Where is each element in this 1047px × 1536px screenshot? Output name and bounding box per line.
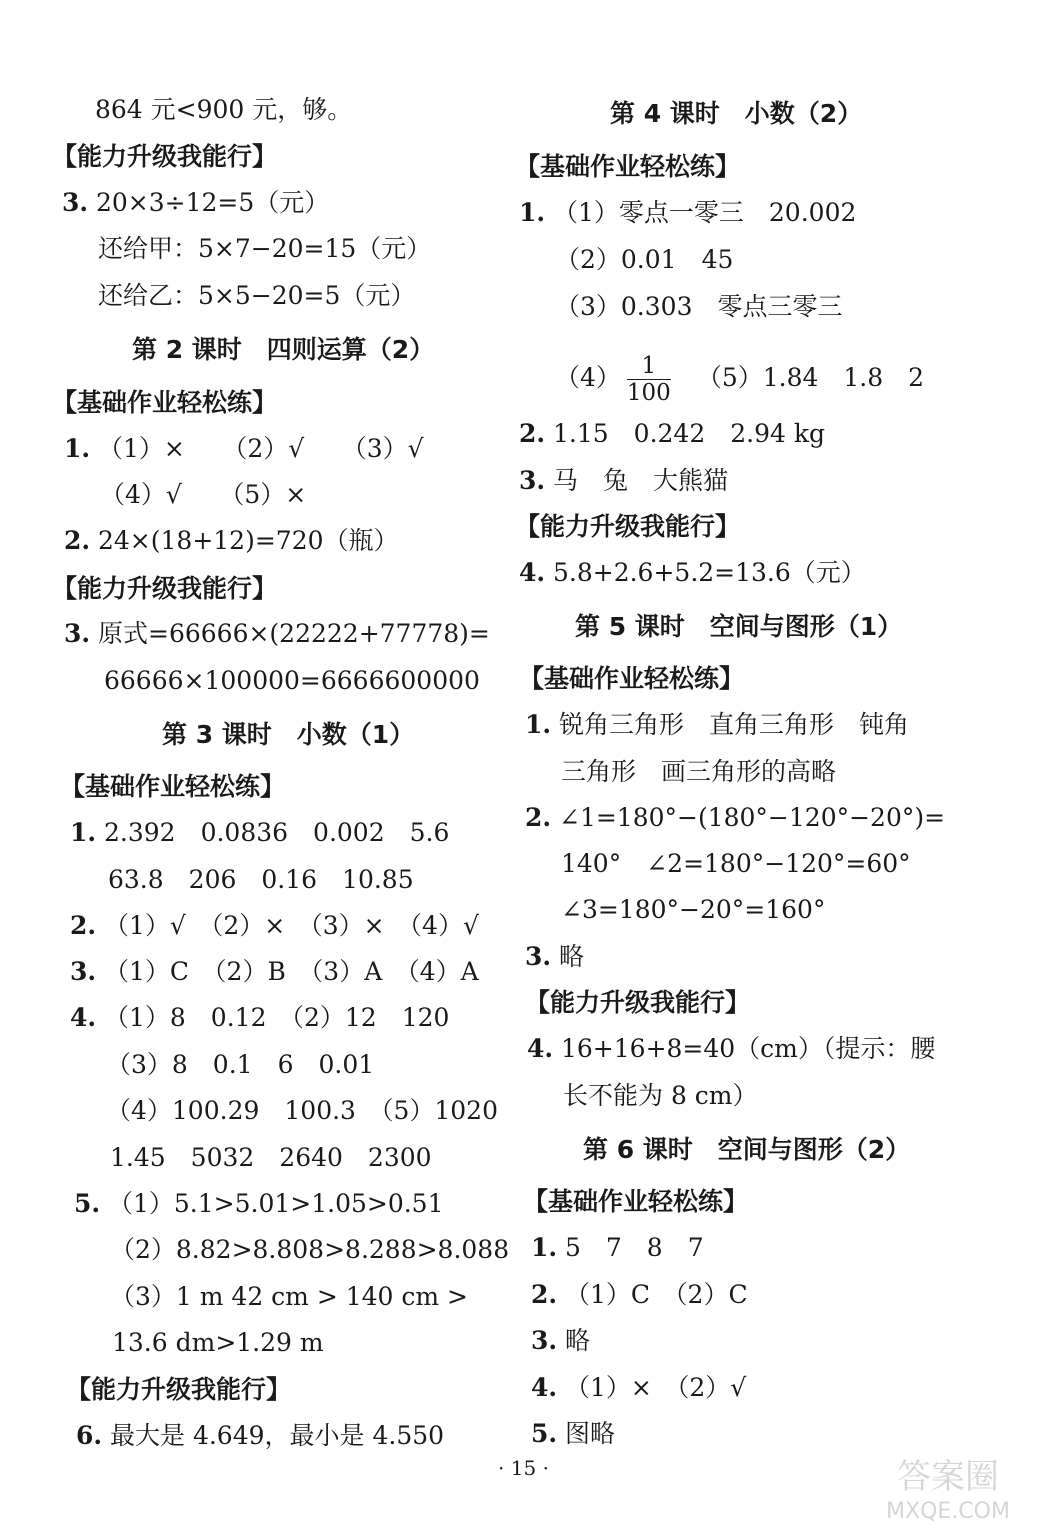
answer-line: （2）8.82>8.808>8.288>8.088 — [110, 1235, 510, 1264]
answer-item — [519, 196, 856, 230]
answer-line: （3）1 m 42 cm > 140 cm > — [110, 1282, 468, 1311]
item-number: 1. — [64, 434, 91, 463]
item-text: （1）C （2）B （3）A （4）A — [104, 957, 479, 986]
answer-item — [64, 617, 490, 651]
answer-item — [531, 1231, 704, 1265]
item-text: 5 7 8 7 — [565, 1233, 704, 1262]
section-heading: 【能力升级我能行】 — [525, 988, 751, 1017]
item-text: （1）5.1>5.01>1.05>0.51 — [108, 1189, 444, 1218]
section-heading: 【能力升级我能行】 — [515, 512, 741, 541]
answer-item — [525, 801, 945, 835]
item-text: 2.392 0.0836 0.002 5.6 — [104, 818, 450, 847]
item-number: 2. — [519, 419, 546, 448]
answer-line: （4）100.29 100.3 （5）1020 — [106, 1096, 498, 1125]
item-text: 略 — [559, 942, 585, 971]
item-text: （1）× （2）√ — [565, 1373, 747, 1402]
item-number: 3. — [70, 957, 97, 986]
answer-item — [76, 1419, 444, 1453]
answer-line: 864 元<900 元，够。 — [95, 95, 353, 124]
answer-item — [527, 1032, 935, 1066]
answer-item — [519, 464, 728, 498]
section-heading: 【基础作业轻松练】 — [519, 664, 745, 693]
answer-item — [531, 1371, 746, 1405]
item-text: 1.15 0.242 2.94 kg — [553, 419, 825, 448]
answer-line: （3）0.303 零点三零三 — [555, 292, 843, 321]
answer-line: （3）8 0.1 6 0.01 — [106, 1050, 375, 1079]
item-number: 5. — [74, 1189, 101, 1218]
section-heading: 【能力升级我能行】 — [66, 1375, 292, 1404]
answer-line: ∠3=180°−20°=160° — [561, 895, 826, 924]
answer-line: 63.8 206 0.16 10.85 — [108, 865, 414, 894]
section-heading: 【能力升级我能行】 — [52, 574, 278, 603]
item-number: 3. — [64, 619, 91, 648]
fraction — [627, 353, 671, 406]
answer-item — [70, 816, 449, 850]
item-number: 4. — [519, 558, 546, 587]
item-number: 4. — [70, 1003, 97, 1032]
item-text: 锐角三角形 直角三角形 钝角 — [559, 710, 910, 739]
answer-line-fraction — [555, 353, 924, 406]
fraction-suffix: （5）1.84 1.8 2 — [696, 363, 925, 392]
answer-line: 三角形 画三角形的高略 — [561, 757, 837, 786]
item-number: 1. — [519, 198, 546, 227]
item-text: 原式=66666×(22222+77778)= — [98, 619, 490, 648]
answer-item — [70, 955, 479, 989]
denominator: 100 — [626, 380, 671, 406]
answer-item — [531, 1417, 615, 1451]
section-heading: 【基础作业轻松练】 — [523, 1187, 749, 1216]
answer-item — [519, 556, 866, 590]
item-text: （1）× （2）√ （3）√ — [98, 434, 424, 463]
answer-item — [64, 524, 399, 558]
answer-item — [519, 417, 825, 451]
fraction-prefix: （4） — [555, 363, 621, 392]
item-text: （1）C （2）C — [565, 1280, 748, 1309]
item-text: （1）8 0.12 （2）12 120 — [104, 1003, 450, 1032]
item-text: （1）零点一零三 20.002 — [553, 198, 857, 227]
answer-line: 1.45 5032 2640 2300 — [110, 1143, 432, 1172]
item-text: 16+16+8=40（cm）（提示：腰 — [561, 1034, 936, 1063]
item-number: 4. — [527, 1034, 554, 1063]
answer-item — [64, 432, 424, 466]
section-heading: 【基础作业轻松练】 — [52, 388, 278, 417]
numerator: 1 — [641, 353, 657, 379]
item-text: 24×(18+12)=720（瓶） — [98, 526, 399, 555]
lesson-title: 第 6 课时 空间与图形（2） — [583, 1135, 911, 1164]
item-number: 6. — [76, 1421, 103, 1450]
item-text: 图略 — [565, 1419, 616, 1448]
answer-item — [531, 1324, 590, 1358]
item-text: 20×3÷12=5（元） — [96, 188, 330, 217]
lesson-title: 第 3 课时 小数（1） — [162, 720, 415, 749]
answer-line: 66666×100000=6666600000 — [104, 666, 480, 695]
lesson-title: 第 2 课时 四则运算（2） — [132, 335, 435, 364]
watermark-bottom: MXQE.COM — [886, 1499, 1010, 1524]
answer-line: （2）0.01 45 — [555, 245, 734, 274]
lesson-title: 第 5 课时 空间与图形（1） — [575, 612, 903, 641]
section-heading: 【基础作业轻松练】 — [60, 772, 286, 801]
answer-line: 还给甲：5×7−20=15（元） — [98, 234, 432, 263]
answer-item — [525, 940, 584, 974]
answer-item — [531, 1278, 748, 1312]
answer-line: 还给乙：5×5−20=5（元） — [98, 281, 416, 310]
section-heading: 【基础作业轻松练】 — [515, 152, 741, 181]
lesson-title: 第 4 课时 小数（2） — [610, 99, 863, 128]
answer-item — [525, 708, 909, 742]
item-text: 略 — [565, 1326, 591, 1355]
item-text: 马 兔 大熊猫 — [553, 466, 729, 495]
section-heading: 【能力升级我能行】 — [52, 142, 278, 171]
item-number: 2. — [64, 526, 91, 555]
item-text: （1）√ （2）× （3）× （4）√ — [104, 911, 479, 940]
item-number: 1. — [70, 818, 97, 847]
page-number: · 15 · — [498, 1456, 549, 1480]
answer-line: 140° ∠2=180°−120°=60° — [561, 849, 911, 878]
answer-item — [70, 1001, 449, 1035]
item-text: 最大是 4.649，最小是 4.550 — [110, 1421, 445, 1450]
watermark-top: 答案圈 — [897, 1457, 999, 1497]
item-number: 4. — [531, 1373, 558, 1402]
item-number: 1. — [531, 1233, 558, 1262]
answer-line: （4）√ （5）× — [100, 480, 307, 509]
answer-item — [74, 1187, 444, 1221]
item-number: 2. — [525, 803, 552, 832]
answer-item — [70, 909, 479, 943]
answer-line: 13.6 dm>1.29 m — [112, 1328, 324, 1357]
item-number: 3. — [62, 188, 89, 217]
answer-item — [62, 186, 329, 220]
item-text: 5.8+2.6+5.2=13.6（元） — [553, 558, 866, 587]
item-number: 3. — [525, 942, 552, 971]
item-number: 1. — [525, 710, 552, 739]
watermark-logo — [863, 1446, 1033, 1526]
item-number: 3. — [531, 1326, 558, 1355]
item-number: 5. — [531, 1419, 558, 1448]
item-number: 2. — [70, 911, 97, 940]
item-text: ∠1=180°−(180°−120°−20°)= — [559, 803, 946, 832]
answer-line: 长不能为 8 cm） — [563, 1081, 758, 1110]
item-number: 2. — [531, 1280, 558, 1309]
item-number: 3. — [519, 466, 546, 495]
